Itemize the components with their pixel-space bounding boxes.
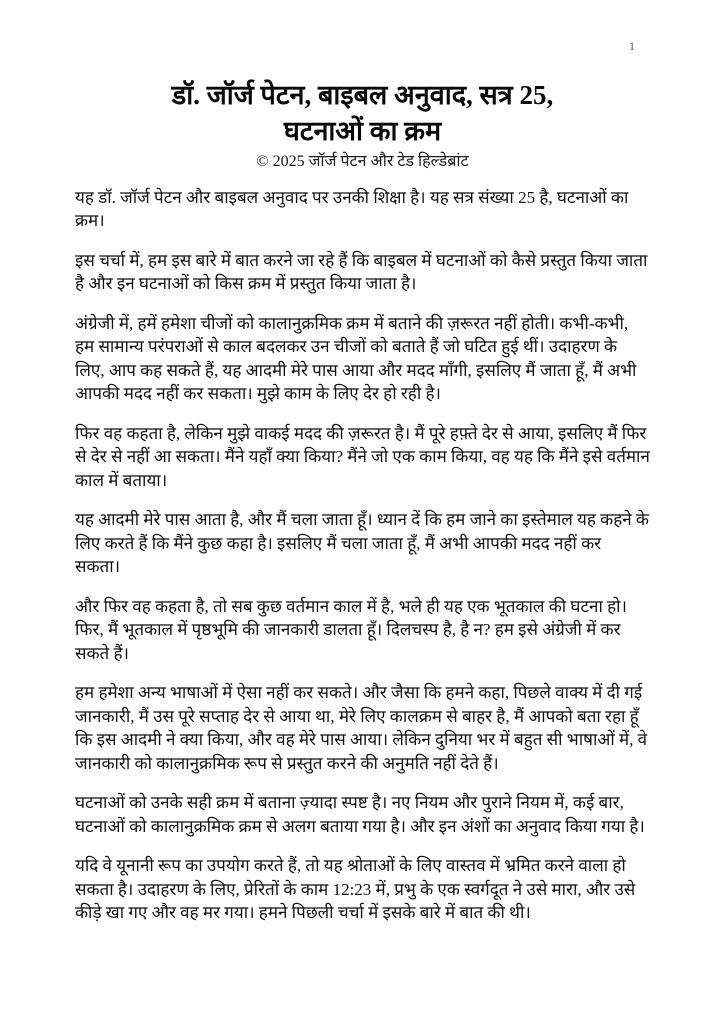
paragraph-1: यह डॉ. जॉर्ज पेटन और बाइबल अनुवाद पर उनकी शिक्षा है। यह सत्र संख्या 25 है, घटनाओं का क्रम। bbox=[75, 187, 629, 231]
document-title bbox=[75, 78, 650, 149]
page-number: 1 bbox=[629, 39, 635, 53]
title-line-1: डॉ. जॉर्ज पेटन, बाइबल अनुवाद, सत्र 25, bbox=[171, 80, 554, 110]
paragraph-3: अंग्रेजी में, हमें हमेशा चीजों को कालानुक्रमिक क्रम में बताने की ज़रूरत नहीं होती। कभी-कभी, हम सामान्य परंपराओं से काल बदलकर उन चीजों को बताते हैं जो घटित हुई थीं। उदाहरण के लिए, आप कह सकते हैं, यह आदमी मेरे पास आया और मदद माँगी, इसलिए मैं जाता हूँ, मैं अभी आपकी मदद नहीं कर सकता। मुझे काम के लिए देर हो रही है। bbox=[75, 313, 637, 404]
paragraph-8: घटनाओं को उनके सही क्रम में बताना ज़्यादा स्पष्ट है। नए नियम और पुराने नियम में, कई बार, घटनाओं को कालानुक्रमिक क्रम से अलग बताया गया है। और इन अंशों का अनुवाद किया गया है। bbox=[75, 793, 645, 836]
paragraph-2: इस चर्चा में, हम इस बारे में बात करने जा रहे हैं कि बाइबल में घटनाओं को कैसे प्रस्तुत किया जाता है और इन घटनाओं को किस क्रम में प्रस्तुत किया जाता है। bbox=[75, 250, 648, 294]
paragraph-7: हम हमेशा अन्य भाषाओं में ऐसा नहीं कर सकते। और जैसा कि हमने कहा, पिछले वाक्य में दी गई जानकारी, मैं उस पूरे सप्ताह देर से आया था, मेरे लिए कालक्रम से बाहर है, मैं आपको बता रहा हूँ कि इस आदमी ने क्या किया, और वह मेरे पास आया। लेकिन दुनिया भर में बहुत सी भाषाओं में, वे जानकारी को कालानुक्रमिक रूप से प्रस्तुत करने की अनुमति नहीं देते हैं। bbox=[75, 683, 648, 773]
paragraph-9: यदि वे यूनानी रूप का उपयोग करते हैं, तो यह श्रोताओं के लिए वास्तव में भ्रमित करने वाला हो सकता है। उदाहरण के लिए, प्रेरितों के काम 12:23 में, प्रभु के एक स्वर्गदूत ने उसे मारा, और उसे कीड़े खा गए और वह मर गया। हमने पिछली चर्चा में इसके बारे में बात की थी। bbox=[75, 856, 636, 923]
document-body bbox=[75, 186, 650, 925]
paragraph-4: फिर वह कहता है, लेकिन मुझे वाकई मदद की ज़रूरत है। मैं पूरे हफ़्ते देर से आया, इसलिए मैं फिर से देर से नहीं आ सकता। मैंने यहाँ क्या किया? मैंने जो एक काम किया, वह यह कि मैंने इसे वर्तमान काल में बताया। bbox=[75, 423, 650, 490]
title-line-2: घटनाओं का क्रम bbox=[283, 115, 442, 146]
copyright-line: © 2025 जॉर्ज पेटन और टेड हिल्डेब्रांट bbox=[256, 153, 469, 171]
document-header bbox=[75, 78, 650, 173]
paragraph-5: यह आदमी मेरे पास आता है, और मैं चला जाता हूँ। ध्यान दें कि हम जाने का इस्तेमाल यह कहने के लिए करते हैं कि मैंने कुछ कहा है। इसलिए मैं चला जाता हूँ, मैं अभी आपकी मदद नहीं कर सकता। bbox=[75, 510, 649, 577]
paragraph-6: और फिर वह कहता है, तो सब कुछ वर्तमान काल में है, भले ही यह एक भूतकाल की घटना हो। फिर, मैं भूतकाल में पृष्ठभूमि की जानकारी डालता हूँ। दिलचस्प है, है न? हम इसे अंग्रेजी में कर सकते हैं। bbox=[75, 596, 627, 663]
